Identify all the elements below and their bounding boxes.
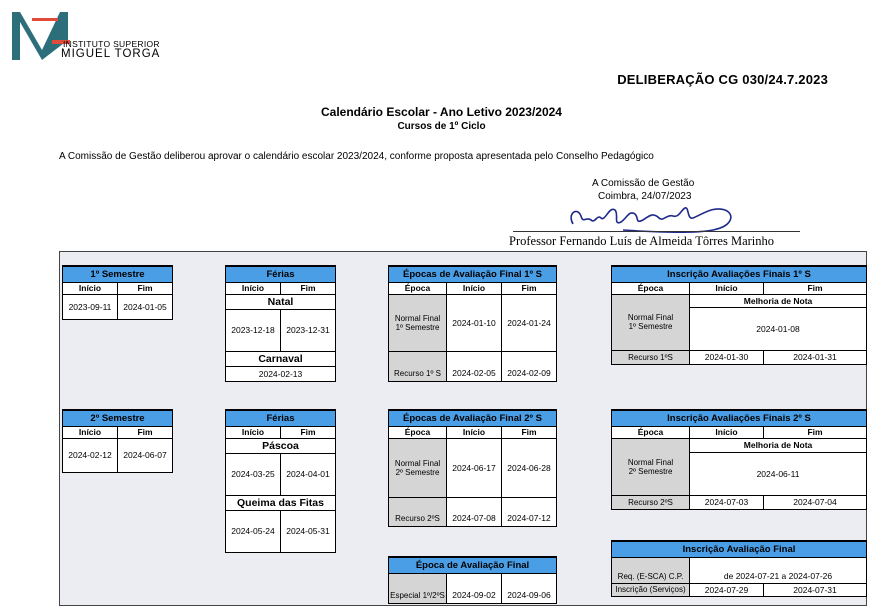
- exams2-table: [388, 409, 557, 527]
- queima-end: 2024-05-31: [281, 510, 336, 552]
- exams1-table: [388, 265, 557, 382]
- normal-label: Normal Final 2º Semestre: [612, 438, 690, 495]
- normal-date: 2024-06-11: [690, 452, 867, 495]
- recurso-end: 2024-07-12: [502, 497, 557, 526]
- col-end: Fim: [502, 426, 557, 438]
- pascoa-end: 2024-04-01: [281, 453, 336, 495]
- natal-start: 2023-12-18: [226, 309, 281, 351]
- signature-organization: A Comissão de Gestão: [592, 178, 695, 189]
- intro-paragraph: A Comissão de Gestão deliberou aprovar o calendário escolar 2023/2024, conforme proposta apresentada pelo Conselho Pedagógico: [59, 151, 654, 162]
- col-start: Início: [447, 282, 502, 294]
- recurso-label: Recurso 2ºS: [612, 495, 690, 509]
- insc-end: 2024-07-31: [764, 583, 867, 596]
- normal-label: Normal Final 1º Semestre: [612, 294, 690, 350]
- holidays2-table: [225, 409, 336, 553]
- normal-label: Normal Final 1º Semestre: [389, 294, 447, 351]
- col-start: Início: [690, 426, 764, 438]
- signature-place-date: Coimbra, 24/07/2023: [598, 191, 692, 202]
- col-end: Fim: [502, 282, 557, 294]
- col-end: Fim: [118, 426, 173, 438]
- semester2-table: [62, 409, 173, 473]
- document-subtitle: Cursos de 1º Ciclo: [397, 121, 486, 132]
- registration1-table: [611, 265, 867, 365]
- final-exam-table: [388, 556, 557, 604]
- melhoria-label: Melhoria de Nota: [690, 438, 867, 452]
- logo-text-line1: INSTITUTO SUPERIOR: [63, 39, 160, 49]
- signature-line: [513, 231, 800, 232]
- signatory-name: Professor Fernando Luís de Almeida Tôrres Marinho: [509, 234, 774, 248]
- deliberation-reference: DELIBERAÇÃO CG 030/24.7.2023: [617, 72, 828, 87]
- col-start: Início: [63, 282, 118, 294]
- recurso-start: 2024-07-08: [447, 497, 502, 526]
- logo-text-line2: MIGUEL TORGA: [61, 48, 161, 60]
- recurso-start: 2024-01-30: [690, 350, 764, 364]
- semester1-table: [62, 265, 173, 320]
- table-title: Férias: [226, 410, 336, 426]
- carnaval-date: 2024-02-13: [226, 366, 336, 381]
- insc-label: Inscrição (Serviços): [612, 583, 690, 596]
- pascoa-label: Páscoa: [226, 438, 336, 453]
- col-start: Início: [690, 282, 764, 294]
- especial-label: Especial 1º/2ºS: [389, 573, 447, 603]
- col-epoca: Época: [612, 282, 690, 294]
- insc-start: 2024-07-29: [690, 583, 764, 596]
- col-epoca: Época: [389, 282, 447, 294]
- queima-start: 2024-05-24: [226, 510, 281, 552]
- holidays1-table: [225, 265, 336, 382]
- sem2-start: 2024-02-12: [63, 438, 118, 472]
- col-end: Fim: [281, 426, 336, 438]
- normal-start: 2024-01-10: [447, 294, 502, 351]
- natal-label: Natal: [226, 294, 336, 309]
- melhoria-label: Melhoria de Nota: [690, 294, 867, 307]
- sem2-end: 2024-06-07: [118, 438, 173, 472]
- normal-start: 2024-06-17: [447, 438, 502, 497]
- document-title: Calendário Escolar - Ano Letivo 2023/2024: [321, 105, 562, 119]
- col-epoca: Época: [612, 426, 690, 438]
- recurso-end: 2024-02-09: [502, 351, 557, 381]
- recurso-end: 2024-01-31: [764, 350, 867, 364]
- col-end: Fim: [281, 282, 336, 294]
- pascoa-start: 2024-03-25: [226, 453, 281, 495]
- recurso-label: Recurso 1º S: [389, 351, 447, 381]
- recurso-label: Recurso 2ºS: [389, 497, 447, 526]
- final-registration-table: [611, 540, 867, 597]
- col-start: Início: [447, 426, 502, 438]
- normal-label: Normal Final 2º Semestre: [389, 438, 447, 497]
- table-title: Inscrição Avaliações Finais 2º S: [612, 410, 867, 426]
- recurso-start: 2024-02-05: [447, 351, 502, 381]
- table-title: Férias: [226, 266, 336, 282]
- col-end: Fim: [118, 282, 173, 294]
- req-label: Req. (E-SCA) C.P.: [612, 557, 690, 583]
- recurso-end: 2024-07-04: [764, 495, 867, 509]
- table-title: Época de Avaliação Final: [389, 557, 557, 573]
- table-title: 2º Semestre: [63, 410, 173, 426]
- table-title: 1º Semestre: [63, 266, 173, 282]
- col-epoca: Época: [389, 426, 447, 438]
- col-start: Início: [226, 426, 281, 438]
- sem1-start: 2023-09-11: [63, 294, 118, 319]
- especial-start: 2024-09-02: [447, 573, 502, 603]
- registration2-table: [611, 409, 867, 510]
- table-title: Épocas de Avaliação Final 1º S: [389, 266, 557, 282]
- col-end: Fim: [764, 282, 867, 294]
- normal-end: 2024-01-24: [502, 294, 557, 351]
- normal-end: 2024-06-28: [502, 438, 557, 497]
- sem1-end: 2024-01-05: [118, 294, 173, 319]
- col-end: Fim: [764, 426, 867, 438]
- natal-end: 2023-12-31: [281, 309, 336, 351]
- queima-label: Queima das Fitas: [226, 495, 336, 510]
- col-start: Início: [63, 426, 118, 438]
- req-value: de 2024-07-21 a 2024-07-26: [690, 557, 867, 583]
- carnaval-label: Carnaval: [226, 351, 336, 366]
- recurso-start: 2024-07-03: [690, 495, 764, 509]
- table-title: Inscrição Avaliação Final: [612, 541, 867, 557]
- especial-end: 2024-09-06: [502, 573, 557, 603]
- table-title: Inscrição Avaliações Finais 1º S: [612, 266, 867, 282]
- recurso-label: Recurso 1ºS: [612, 350, 690, 364]
- col-start: Início: [226, 282, 281, 294]
- table-title: Épocas de Avaliação Final 2º S: [389, 410, 557, 426]
- normal-date: 2024-01-08: [690, 307, 867, 350]
